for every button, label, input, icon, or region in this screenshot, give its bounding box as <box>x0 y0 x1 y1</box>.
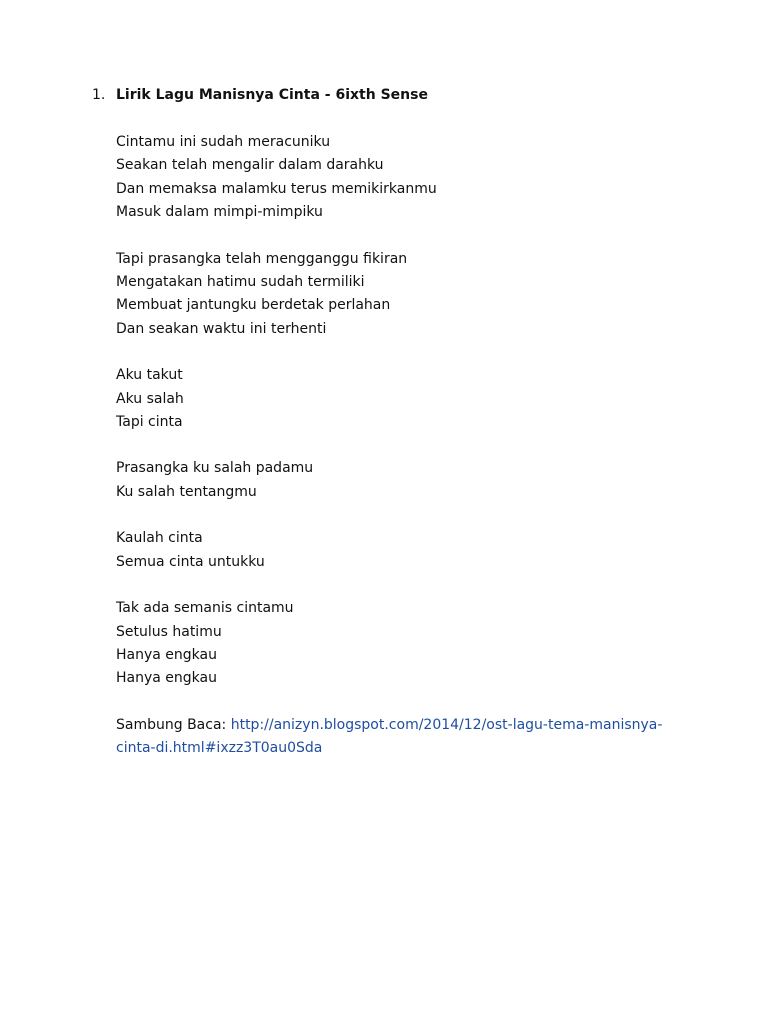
lyric-line: Kaulah cinta <box>116 530 203 547</box>
source-link[interactable]: http://anizyn.blogspot.com/2014/12/ost-lagu-tema-manisnya- <box>230 716 663 733</box>
stanza <box>116 457 716 504</box>
source-label: Sambung Baca: <box>116 716 231 733</box>
lyric-line: Hanya engkau <box>116 646 217 663</box>
stanza <box>116 527 716 574</box>
lyric-line: Aku salah <box>116 390 184 407</box>
lyric-line: Tak ada semanis cintamu <box>116 600 294 617</box>
lyric-line: Dan seakan waktu ini terhenti <box>116 320 327 337</box>
lyric-line: Mengatakan hatimu sudah termiliki <box>116 274 365 291</box>
lyric-line: Hanya engkau <box>116 670 217 687</box>
song-title: Lirik Lagu Manisnya Cinta - 6ixth Sense <box>116 87 428 103</box>
lyric-line: Dan memaksa malamku terus memikirkanmu <box>116 180 437 197</box>
stanza <box>116 131 716 225</box>
lyrics-content <box>116 85 716 761</box>
lyric-line: Aku takut <box>116 367 183 384</box>
lyric-line: Ku salah tentangmu <box>116 483 257 500</box>
source-citation <box>116 714 716 761</box>
lyric-line: Tapi cinta <box>116 414 183 431</box>
lyric-line: Prasangka ku salah padamu <box>116 460 314 477</box>
source-line <box>116 714 716 737</box>
lyric-line: Tapi prasangka telah mengganggu fikiran <box>116 250 408 267</box>
lyric-line: Semua cinta untukku <box>116 553 265 570</box>
lyric-line: Masuk dalam mimpi-mimpiku <box>116 204 323 221</box>
source-link-continued[interactable]: cinta-di.html#ixzz3T0au0Sda <box>116 740 323 757</box>
lyric-line: Setulus hatimu <box>116 623 222 640</box>
source-line <box>116 737 716 760</box>
list-item-number: 1. <box>92 87 106 103</box>
stanza <box>116 364 716 434</box>
lyric-line: Cintamu ini sudah meracuniku <box>116 134 331 150</box>
lyric-line: Membuat jantungku berdetak perlahan <box>116 297 391 314</box>
stanza <box>116 248 716 342</box>
stanza <box>116 597 716 691</box>
lyric-line: Seakan telah mengalir dalam darahku <box>116 157 384 174</box>
